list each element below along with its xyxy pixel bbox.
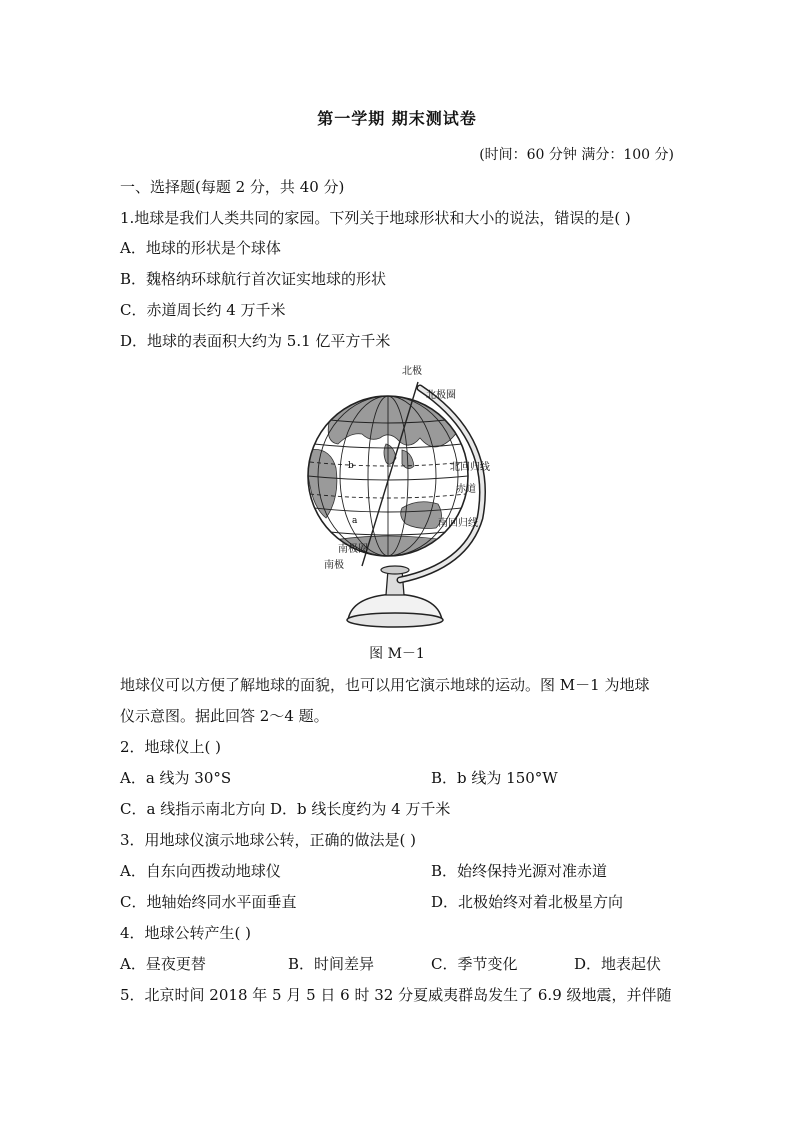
label-north-polar-circle: 北极圈: [426, 390, 456, 401]
exam-meta: (时间：60 分钟 满分：100 分): [479, 147, 674, 163]
q1-stem: 1.地球是我们人类共同的家园。下列关于地球形状和大小的说法，错误的是( ): [120, 209, 631, 227]
label-south-polar-circle: 南极圈: [338, 544, 368, 555]
figure-caption: 图 M－1: [369, 646, 425, 662]
q4-option-b: B．时间差异: [288, 955, 375, 973]
q2-option-b: B．b 线为 150°W: [431, 769, 558, 787]
q1-option-d: D．地球的表面积大约为 5.1 亿平方千米: [120, 332, 391, 350]
globe-figure: [290, 358, 500, 643]
q2-option-a: A．a 线为 30°S: [120, 769, 232, 787]
q3-option-d: D．北极始终对着北极星方向: [431, 893, 624, 911]
intro-line-1: 地球仪可以方便了解地球的面貌，也可以用它演示地球的运动。图 M－1 为地球: [120, 676, 650, 694]
q4-stem: 4．地球公转产生( ): [120, 924, 252, 942]
q4-option-a: A．昼夜更替: [120, 955, 206, 973]
q3-stem: 3．用地球仪演示地球公转，正确的做法是( ): [120, 831, 417, 849]
label-tropic-cancer: 北回归线: [450, 462, 490, 473]
q2-option-cd: C．a 线指示南北方向 D．b 线长度约为 4 万千米: [120, 800, 451, 818]
q3-option-b: B．始终保持光源对准赤道: [431, 862, 608, 880]
label-a: a: [352, 516, 358, 526]
label-equator: 赤道: [456, 484, 476, 495]
q5-stem: 5．北京时间 2018 年 5 月 5 日 6 时 32 分夏威夷群岛发生了 6.9 级地震，并伴随: [120, 986, 672, 1004]
label-tropic-capricorn: 南回归线: [438, 518, 478, 529]
q1-option-a: A．地球的形状是个球体: [120, 239, 281, 257]
q1-option-c: C．赤道周长约 4 万千米: [120, 301, 286, 319]
section-heading: 一、选择题(每题 2 分，共 40 分): [120, 178, 345, 196]
exam-title: 第一学期 期末测试卷: [317, 109, 477, 128]
label-south-pole: 南极: [324, 560, 344, 571]
q3-option-a: A．自东向西拨动地球仪: [120, 862, 281, 880]
q1-option-b: B．魏格纳环球航行首次证实地球的形状: [120, 270, 387, 288]
q4-option-d: D．地表起伏: [574, 955, 662, 973]
q3-option-c: C．地轴始终同水平面垂直: [120, 893, 297, 911]
intro-line-2: 仪示意图。据此回答 2～4 题。: [120, 707, 329, 725]
q4-option-c: C．季节变化: [431, 955, 518, 973]
q2-stem: 2．地球仪上( ): [120, 738, 222, 756]
label-north-pole: 北极: [402, 366, 422, 377]
label-b: b: [348, 461, 354, 471]
